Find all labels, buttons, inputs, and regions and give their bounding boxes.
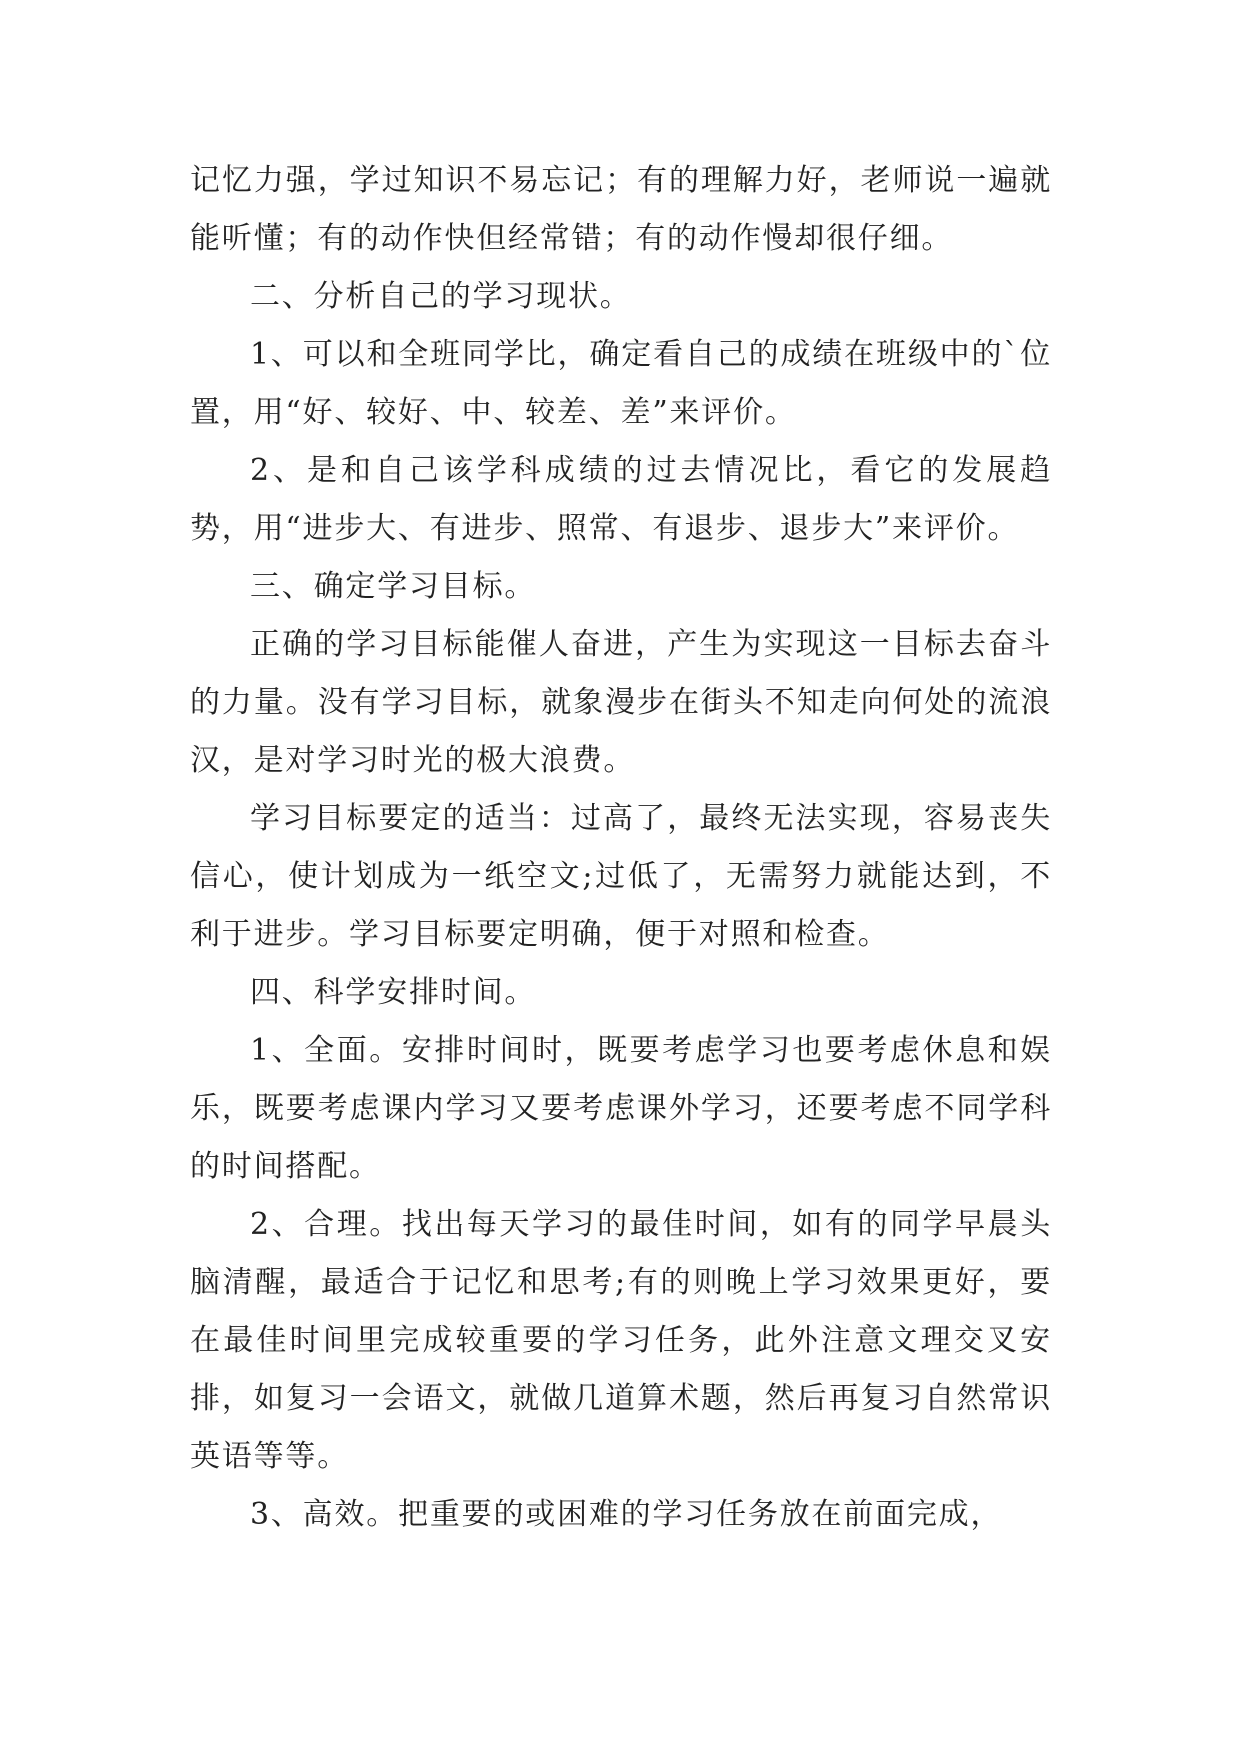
paragraph-compare-class: 1、可以和全班同学比，确定看自己的成绩在班级中的`位置，用“好、较好、中、较差、差”来评价。 [190,337,1052,430]
paragraph-efficient: 3、高效。把重要的或困难的学习任务放在前面完成， [250,1497,1003,1532]
paragraph-correct-goals: 正确的学习目标能催人奋进，产生为实现这一目标去奋斗的力量。没有学习目标，就象漫步在街头不知走向何处的流浪汉，是对学习时光的极大浪费。 [190,627,1052,778]
section-heading-schedule-time: 四、科学安排时间。 [250,975,537,1010]
section-heading-analyze-status: 二、分析自己的学习现状。 [250,279,632,314]
paragraph-continuation: 记忆力强，学过知识不易忘记；有的理解力好，老师说一遍就能听懂；有的动作快但经常错；有的动作慢却很仔细。 [190,163,1052,256]
section-heading-set-goals: 三、确定学习目标。 [250,569,537,604]
paragraph-compare-past: 2、是和自己该学科成绩的过去情况比，看它的发展趋势，用“进步大、有进步、照常、有退步、退步大”来评价。 [190,453,1052,546]
paragraph-reasonable: 2、合理。找出每天学习的最佳时间，如有的同学早晨头脑清醒，最适合于记忆和思考;有的则晚上学习效果更好，要在最佳时间里完成较重要的学习任务，此外注意文理交叉安排，如复习一会语文，就做几道算术题，然后再复习自然常识英语等等。 [190,1207,1052,1474]
paragraph-comprehensive: 1、全面。安排时间时，既要考虑学习也要考虑休息和娱乐，既要考虑课内学习又要考虑课外学习，还要考虑不同学科的时间搭配。 [190,1033,1052,1184]
paragraph-appropriate-goals: 学习目标要定的适当：过高了，最终无法实现，容易丧失信心，使计划成为一纸空文;过低了，无需努力就能达到，不利于进步。学习目标要定明确，便于对照和检查。 [190,801,1052,952]
document-body [190,152,1052,1544]
